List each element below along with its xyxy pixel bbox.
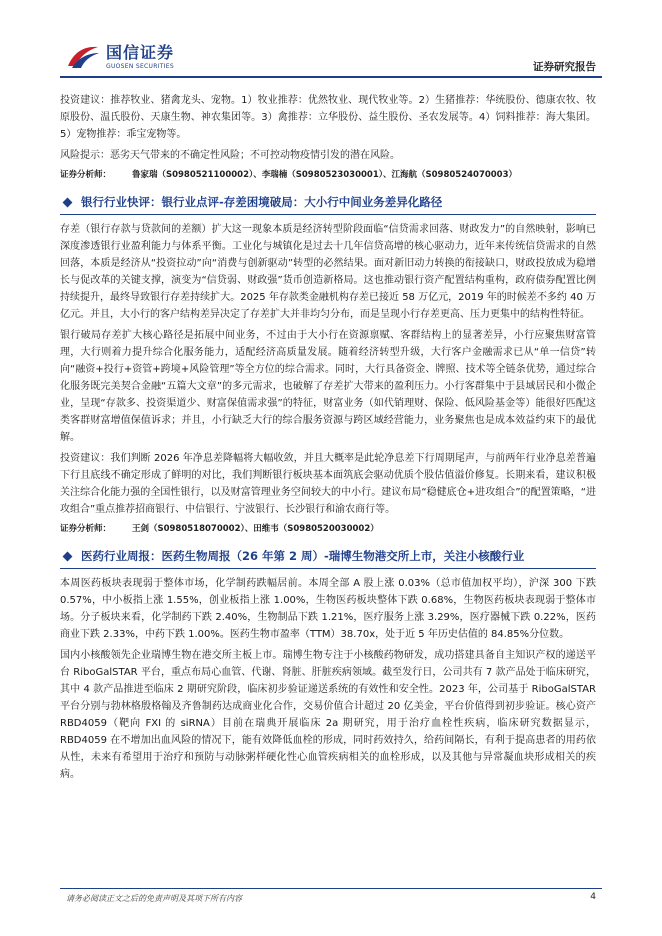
analyst-line	[60, 168, 596, 182]
pharma-paragraph-1: 本周医药板块表现弱于整体市场，化学制药跌幅居前。本周全部 A 股上涨 0.03%（总市值加权平均），沪深 300 下跌 0.57%，中小板指上涨 1.55%，创业板指上涨 1.00%，生物医药板块整体下跌 0.68%，生物医药板块表现弱于整体市场。分子板块来看，化学制药下跌 2.40%，生物制品下跌 1.21%，医疗服务上涨 3.29%，医疗器械下跌 0.22%，医药商业下跌 2.33%，中药下跌 1.00%。医药生物市盈率（TTM）38.70x，处于近 5 年历史估值的 84.85%分位数。	[60, 578, 596, 640]
page-content	[60, 92, 596, 787]
risk-warning-paragraph: 风险提示：恶劣天气带来的不确定性风险；不可控动物疫情引发的潜在风险。	[60, 150, 400, 161]
investment-advice-paragraph: 投资建议：推荐牧业、猪禽龙头、宠物。1）牧业推荐：优然牧业、现代牧业等。2）生猪推荐：华统股份、德康农牧、牧原股份、温氏股份、天康生物、神农集团等。3）禽推荐：立华股份、益生股份、圣农发展等。4）饲料推荐：海大集团。5）宠物推荐：乖宝宠物等。	[60, 95, 596, 140]
analyst-label: 证券分析师：	[60, 170, 112, 180]
section-title-pharma	[60, 546, 596, 569]
page-number: 4	[590, 892, 596, 902]
analyst-line	[60, 522, 596, 536]
logo-mark-icon	[66, 44, 100, 70]
section-title-bank	[60, 192, 596, 215]
header-divider	[60, 76, 602, 78]
section-title-text: 银行行业快评：银行业点评-存差困境破局：大小行中间业务差异化路径	[81, 195, 443, 209]
analyst-label: 证券分析师：	[60, 524, 112, 534]
footer-divider	[60, 888, 602, 889]
page-header	[0, 0, 662, 80]
bank-paragraph-3: 投资建议：我们判断 2026 年净息差降幅将大幅收敛，并且大概率是此轮净息差下行周期尾声，与前两年行业净息差普遍下行且底线不确定形成了鲜明的对比，我们判断银行板块基本面筑底会驱动优质个股估值溢价修复。长期来看，建议积极关注综合化能力强的全国性银行，以及财富管理业务空间较大的中小行。建议布局“稳健底仓+进攻组合”的配置策略，“进攻组合”重点推荐招商银行、中信银行、宁波银行、长沙银行和渝农商行等。	[60, 453, 596, 515]
bank-paragraph-2: 银行破局存差扩大核心路径是拓展中间业务，不过由于大小行在资源禀赋、客群结构上的显著差异，小行应聚焦财富管理，大行则着力提升综合化服务能力，适配经济高质量发展。随着经济转型升级，大行客户金融需求已从“单一信贷”转向“融资+投行+资管+跨境+风险管理”等全方位的综合需求。同时，大行具备资金、牌照、技术等全链条优势，通过综合化服务既完美契合金融“五篇大文章”的多元需求，也破解了存差扩大带来的盈利压力。小行客群集中于县域居民和小微企业，呈现“存款多、投资渠道少、财富保值需求强”的特征，财富业务（如代销理财、保险、低风险基金等）能很好匹配这类客群财富增值保值诉求；并且，小行缺乏大行的综合服务资源与跨区域经营能力，业务聚焦也是成本效益约束下的最优解。	[60, 330, 596, 443]
analyst-names: 王剑（S0980518070002）、田维韦（S0980520030002）	[131, 524, 379, 534]
company-logo	[66, 44, 174, 70]
analyst-names: 鲁家瑞（S0980521100002）、李瑞楠（S0980523030001）、江海航（S0980524070003）	[131, 170, 518, 180]
footer-disclaimer: 请务必阅读正文之后的免责声明及其项下所有内容	[66, 894, 242, 903]
section-title-text: 医药行业周报：医药生物周报（26 年第 2 周）-瑞博生物港交所上市，关注小核酸行业	[81, 549, 525, 563]
logo-english-name: GUOSEN SECURITIES	[106, 62, 175, 70]
pharma-paragraph-2: 国内小核酸领先企业瑞博生物在港交所主板上市。瑞博生物专注于小核酸药物研发，成功搭建具备自主知识产权的递送平台 RiboGalSTAR 平台，重点布局心血管、代谢、肾脏、肝脏疾病领域。截至发行日，公司共有 7 款产品处于临床研究，其中 4 款产品推进至临床 2 期研究阶段，临床初步验证递送系统的有效性和安全性。2023 年，公司基于 RiboGalSTAR 平台分别与勃林格殷格翰及齐鲁制药达成商业化合作，交易价值合计超过 20 亿美金，平台价值得到初步验证。核心资产 RBD4059（靶向 FXI 的 siRNA）目前在瑞典开展临床 2a 期研究，用于治疗血栓性疾病，临床研究数据显示，RBD4059 在不增加出血风险的情况下，能有效降低血栓的形成，同时药效持久，给药间隔长，有利于提高患者的用药依从性，未来有希望用于治疗和预防与动脉粥样硬化性心血管疾病相关的血栓形成，以及其他与异常凝血块形成相关的疾病。	[60, 650, 596, 780]
report-type-label: 证券研究报告	[533, 61, 596, 73]
diamond-bullet-icon	[63, 197, 73, 207]
logo-chinese-name: 国信证券	[106, 42, 175, 62]
bank-paragraph-1: 存差（银行存款与贷款间的差额）扩大这一现象本质是经济转型阶段面临“信贷需求回落、财政发力”的自然映射，影响已深度渗透银行业盈利能力与体系平衡。工业化与城镇化是过去十几年信贷高增的核心驱动力，近年来传统信贷需求的自然回落，本质是经济从“投资拉动”向“消费与创新驱动”转型的必然结果。面对新旧动力转换的衔接缺口，财政投放成为稳增长与促改革的关键支撑，演变为“信贷弱、财政强”货币创造新格局。这也推动银行资产配置结构重构，政府债券配置比例持续提升，最终导致银行存差持续扩大。2025 年存款类金融机构存差已接近 58 万亿元，2019 年的时候差不多约 40 万亿元。并且，大小行的客户结构差异决定了存差扩大并非均匀分布，而是呈现小行存差更高、压力更集中的结构性特征。	[60, 224, 596, 320]
diamond-bullet-icon	[63, 551, 73, 561]
